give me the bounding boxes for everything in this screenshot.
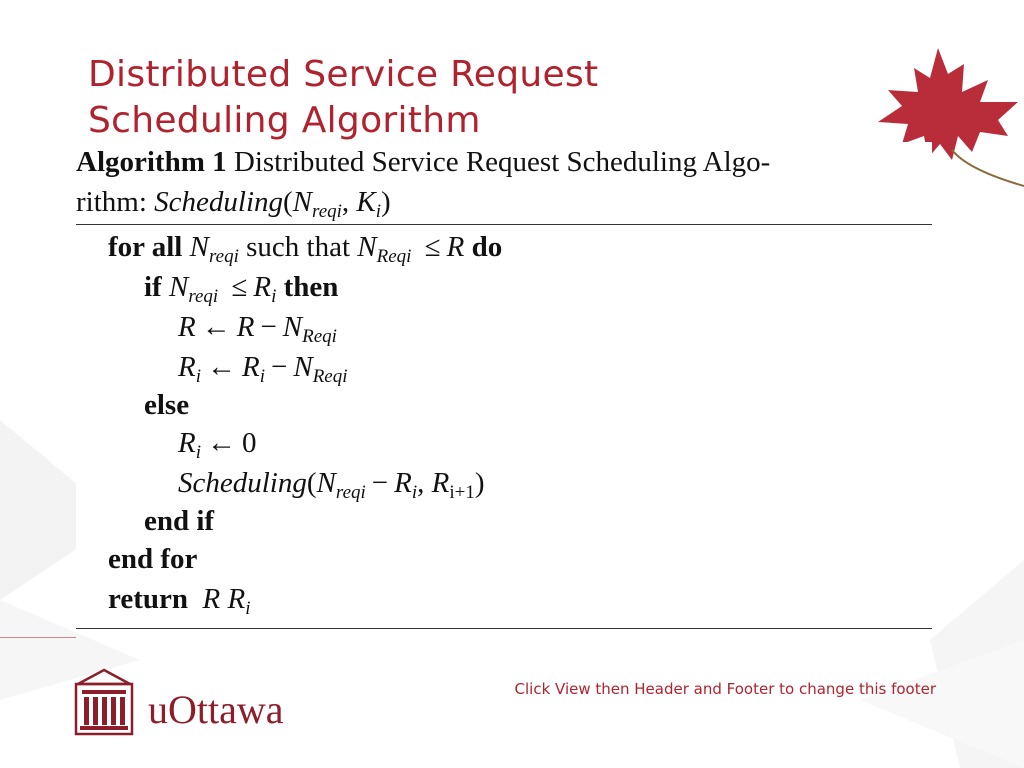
- sym-n: N: [293, 351, 313, 383]
- algo-line-return: [108, 580, 250, 622]
- sym-r: R: [178, 351, 196, 383]
- sub-reqi: reqi: [335, 482, 366, 503]
- algorithm-caption: [76, 142, 932, 226]
- algo-line-assign-ri: [178, 348, 348, 390]
- sym-n: N: [168, 271, 189, 303]
- kw-do: do: [471, 231, 503, 263]
- sub-i: i: [259, 366, 265, 387]
- paren-open: (: [306, 467, 317, 499]
- algo-line-recurse: [178, 464, 485, 506]
- sym-k: K: [356, 186, 376, 218]
- sym-r: R: [253, 271, 272, 303]
- sub-i: i: [411, 482, 418, 503]
- op-arrow: ←: [207, 427, 236, 459]
- sym-r: R: [394, 467, 412, 499]
- sub-i: i: [195, 442, 201, 463]
- kw-for-all: for all: [108, 231, 183, 263]
- sym-r: R: [178, 311, 196, 343]
- value-zero: 0: [242, 427, 257, 459]
- caption-paren-open: (: [283, 186, 293, 218]
- algo-line-end-if: [144, 502, 214, 540]
- sym-n: N: [316, 467, 336, 499]
- sub-reqi: reqi: [312, 201, 342, 222]
- sym-r: R: [227, 583, 246, 615]
- footer-text: Click View then Header and Footer to change this footer: [514, 680, 936, 698]
- sub-i: i: [271, 286, 277, 307]
- sym-r: R: [446, 231, 465, 263]
- sym-n: N: [292, 186, 313, 218]
- sym-n: N: [357, 231, 377, 263]
- sub-reqi: reqi: [208, 246, 239, 267]
- caption-paren-close: ): [381, 186, 391, 218]
- kw-else: else: [144, 389, 190, 421]
- algo-line-for: [108, 228, 502, 270]
- kw-then: then: [283, 271, 339, 303]
- algo-line-if: [144, 268, 338, 310]
- sub-i: i: [245, 598, 251, 619]
- sub-i: i: [195, 366, 201, 387]
- kw-return: return: [108, 583, 189, 615]
- algorithm-top-rule: [76, 224, 932, 225]
- func-scheduling: Scheduling: [178, 467, 307, 499]
- op-arrow: ←: [201, 311, 231, 343]
- op-minus: −: [271, 351, 288, 383]
- logo-wordmark: uOttawa: [148, 687, 284, 732]
- sym-r: R: [202, 583, 221, 615]
- sub-reqi: reqi: [188, 286, 219, 307]
- algo-line-assign-r: [178, 308, 337, 350]
- caption-function: Scheduling: [154, 186, 283, 218]
- sym-r: R: [242, 351, 260, 383]
- op-leq: ≤: [231, 271, 248, 303]
- slide-title: [88, 52, 708, 144]
- sym-r: R: [236, 311, 255, 343]
- sym-n: N: [282, 311, 303, 343]
- algo-line-end-for: [108, 540, 197, 578]
- caption-comma: ,: [341, 186, 357, 218]
- sub-i-plus-1: i+1: [449, 482, 475, 503]
- sub-i: i: [375, 201, 382, 222]
- kw-end-for: end for: [108, 543, 198, 575]
- algorithm-bottom-rule: [76, 628, 932, 629]
- kw-if: if: [144, 271, 162, 303]
- algorithm-label: Algorithm 1: [76, 146, 227, 178]
- op-minus: −: [371, 467, 389, 499]
- sub-reqi-cap: Reqi: [302, 326, 337, 347]
- op-leq: ≤: [424, 231, 441, 263]
- text-such-that: such that: [246, 231, 351, 263]
- divider-line: [0, 637, 76, 638]
- algo-line-zero: [178, 424, 257, 466]
- sub-reqi-cap: Reqi: [376, 246, 412, 267]
- comma: ,: [417, 467, 432, 499]
- op-minus: −: [260, 311, 277, 343]
- algorithm-caption-text-2: rithm:: [76, 186, 147, 218]
- slide-title-line-1: Distributed Service Request: [88, 54, 599, 95]
- kw-end-if: end if: [144, 505, 215, 537]
- sym-n: N: [189, 231, 209, 263]
- sym-r: R: [431, 467, 450, 499]
- sub-reqi-cap: Reqi: [312, 366, 348, 387]
- paren-close: ): [474, 467, 485, 499]
- algo-line-else: [144, 386, 189, 424]
- op-arrow: ←: [207, 351, 236, 383]
- slide-title-line-2: Scheduling Algorithm: [88, 100, 481, 141]
- algorithm-box: [76, 142, 932, 632]
- sym-r: R: [178, 427, 196, 459]
- algorithm-caption-text: Distributed Service Request Scheduling Algo-: [233, 146, 771, 178]
